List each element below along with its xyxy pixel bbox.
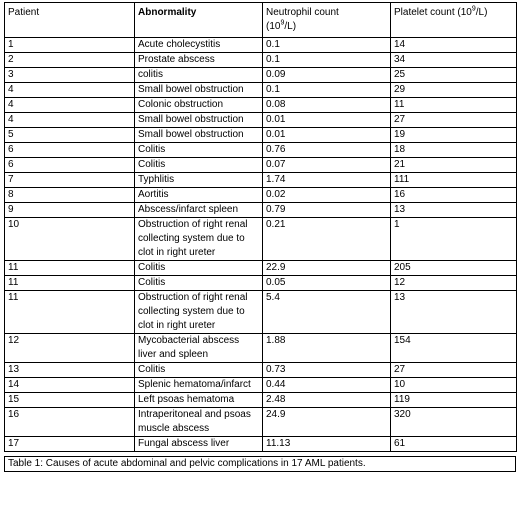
cell-platelet: 16 (391, 188, 517, 203)
cell-patient: 8 (5, 188, 135, 203)
cell-abnormality: Splenic hematoma/infarct (135, 378, 263, 393)
cell-abnormality: Colitis (135, 158, 263, 173)
cell-patient: 11 (5, 291, 135, 334)
cell-platelet: 205 (391, 261, 517, 276)
table-row (5, 218, 517, 261)
header-neutrophil-label: Neutrophil count (266, 7, 339, 18)
cell-patient: 7 (5, 173, 135, 188)
cell-neutrophil: 24.9 (263, 408, 391, 437)
cell-abnormality: Obstruction of right renal collecting system due to clot in right ureter (135, 291, 263, 334)
cell-abnormality: Small bowel obstruction (135, 128, 263, 143)
cell-abnormality: Abscess/infarct spleen (135, 203, 263, 218)
table-row (5, 437, 517, 452)
cell-platelet: 10 (391, 378, 517, 393)
table-caption: Table 1: Causes of acute abdominal and pelvic complications in 17 AML patients. (4, 456, 516, 472)
cell-neutrophil: 0.09 (263, 68, 391, 83)
table-row (5, 378, 517, 393)
cell-patient: 11 (5, 276, 135, 291)
cell-patient: 11 (5, 261, 135, 276)
cell-platelet: 154 (391, 334, 517, 363)
table-row (5, 188, 517, 203)
cell-patient: 3 (5, 68, 135, 83)
cell-neutrophil: 2.48 (263, 393, 391, 408)
cell-patient: 4 (5, 98, 135, 113)
table-row (5, 203, 517, 218)
cell-platelet: 27 (391, 113, 517, 128)
cell-neutrophil: 11.13 (263, 437, 391, 452)
cell-abnormality: Obstruction of right renal collecting system due to clot in right ureter (135, 218, 263, 261)
cell-platelet: 13 (391, 291, 517, 334)
header-abnormality: Abnormality (135, 3, 263, 38)
header-platelet-label: Platelet count (10 (394, 7, 472, 18)
cell-neutrophil: 0.01 (263, 128, 391, 143)
cell-patient: 2 (5, 53, 135, 68)
cell-neutrophil: 22.9 (263, 261, 391, 276)
cell-abnormality: Mycobacterial abscess liver and spleen (135, 334, 263, 363)
cell-patient: 4 (5, 113, 135, 128)
cell-abnormality: Aortitis (135, 188, 263, 203)
cell-neutrophil: 1.88 (263, 334, 391, 363)
cell-abnormality: Prostate abscess (135, 53, 263, 68)
cell-platelet: 1 (391, 218, 517, 261)
cell-neutrophil: 0.01 (263, 113, 391, 128)
header-neutrophil-unit-exp: 9 (280, 19, 285, 27)
table-wrapper (4, 2, 516, 472)
cell-platelet: 111 (391, 173, 517, 188)
header-patient: Patient (5, 3, 135, 38)
cell-abnormality: Small bowel obstruction (135, 83, 263, 98)
cell-neutrophil: 0.05 (263, 276, 391, 291)
cell-patient: 14 (5, 378, 135, 393)
cell-abnormality: Acute cholecystitis (135, 38, 263, 53)
cell-neutrophil: 0.07 (263, 158, 391, 173)
table-row (5, 408, 517, 437)
cell-abnormality: Colitis (135, 276, 263, 291)
cell-neutrophil: 0.76 (263, 143, 391, 158)
cell-abnormality: Small bowel obstruction (135, 113, 263, 128)
cell-platelet: 34 (391, 53, 517, 68)
cell-patient: 5 (5, 128, 135, 143)
cell-neutrophil: 0.02 (263, 188, 391, 203)
cell-platelet: 29 (391, 83, 517, 98)
cell-patient: 1 (5, 38, 135, 53)
cell-patient: 13 (5, 363, 135, 378)
cell-neutrophil: 0.21 (263, 218, 391, 261)
table-row (5, 83, 517, 98)
cell-platelet: 11 (391, 98, 517, 113)
header-neutrophil (263, 3, 391, 38)
table-row (5, 143, 517, 158)
cell-platelet: 19 (391, 128, 517, 143)
cell-patient: 10 (5, 218, 135, 261)
cell-neutrophil: 0.1 (263, 38, 391, 53)
cell-platelet: 14 (391, 38, 517, 53)
cell-abnormality: Intraperitoneal and psoas muscle abscess (135, 408, 263, 437)
cell-abnormality: colitis (135, 68, 263, 83)
table-row (5, 128, 517, 143)
cell-abnormality: Typhlitis (135, 173, 263, 188)
cell-neutrophil: 0.1 (263, 53, 391, 68)
header-neutrophil-unit-post: /L) (284, 21, 297, 32)
cell-neutrophil: 0.79 (263, 203, 391, 218)
table-row (5, 291, 517, 334)
cell-neutrophil: 0.1 (263, 83, 391, 98)
table-row (5, 98, 517, 113)
table-row (5, 158, 517, 173)
cell-platelet: 25 (391, 68, 517, 83)
cell-patient: 16 (5, 408, 135, 437)
cell-abnormality: Fungal abscess liver (135, 437, 263, 452)
cell-platelet: 21 (391, 158, 517, 173)
cell-abnormality: Colitis (135, 363, 263, 378)
cell-abnormality: Colitis (135, 261, 263, 276)
cell-platelet: 61 (391, 437, 517, 452)
cell-patient: 4 (5, 83, 135, 98)
cell-abnormality: Left psoas hematoma (135, 393, 263, 408)
cell-patient: 12 (5, 334, 135, 363)
cell-platelet: 18 (391, 143, 517, 158)
table-body (5, 38, 517, 452)
cell-platelet: 119 (391, 393, 517, 408)
cell-neutrophil: 0.73 (263, 363, 391, 378)
cell-neutrophil: 1.74 (263, 173, 391, 188)
table-row (5, 53, 517, 68)
header-platelet (391, 3, 517, 38)
cell-abnormality: Colitis (135, 143, 263, 158)
cell-patient: 6 (5, 158, 135, 173)
table-row (5, 38, 517, 53)
table-row (5, 68, 517, 83)
cell-patient: 9 (5, 203, 135, 218)
table-row (5, 276, 517, 291)
table-header-row (5, 3, 517, 38)
cell-platelet: 12 (391, 276, 517, 291)
cell-platelet: 13 (391, 203, 517, 218)
table-row (5, 261, 517, 276)
header-platelet-exp: 9 (471, 5, 476, 13)
cell-abnormality: Colonic obstruction (135, 98, 263, 113)
table-row (5, 363, 517, 378)
table-row (5, 334, 517, 363)
table-row (5, 173, 517, 188)
cell-platelet: 27 (391, 363, 517, 378)
cell-neutrophil: 0.44 (263, 378, 391, 393)
cell-patient: 6 (5, 143, 135, 158)
cell-platelet: 320 (391, 408, 517, 437)
cell-neutrophil: 0.08 (263, 98, 391, 113)
cell-neutrophil: 5.4 (263, 291, 391, 334)
cell-patient: 17 (5, 437, 135, 452)
header-neutrophil-unit-pre: (10 (266, 21, 281, 32)
cell-patient: 15 (5, 393, 135, 408)
header-platelet-post: /L) (475, 7, 488, 18)
table-row (5, 113, 517, 128)
complications-table (4, 2, 517, 452)
table-row (5, 393, 517, 408)
